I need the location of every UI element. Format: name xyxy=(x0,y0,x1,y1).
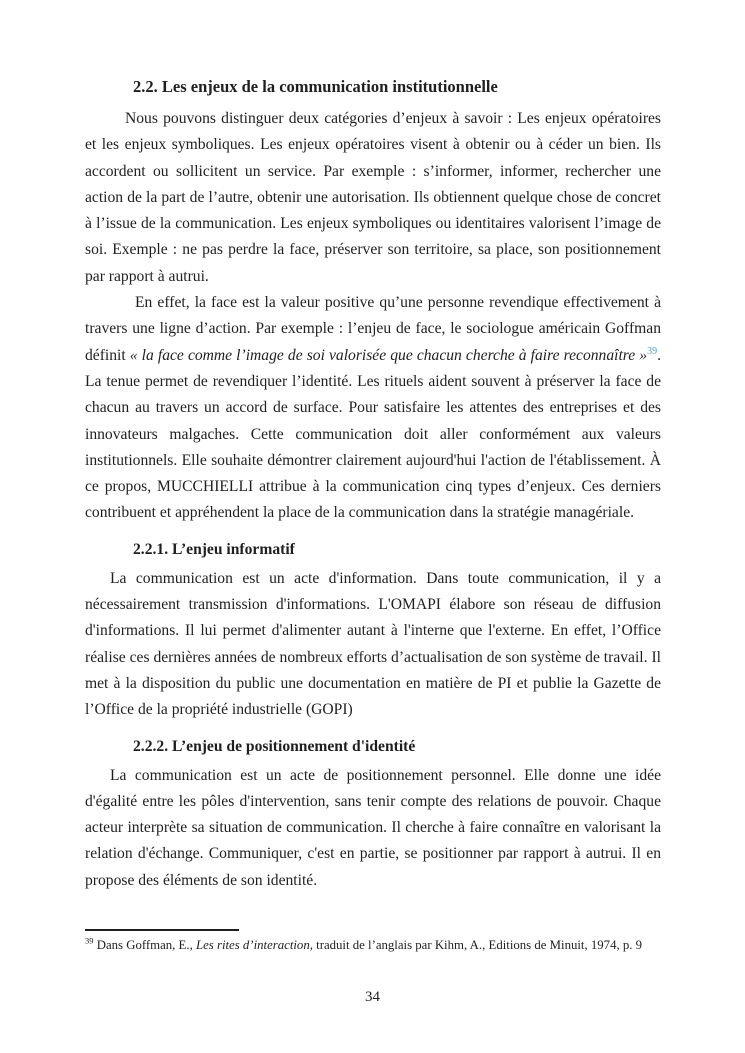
page-content xyxy=(85,76,661,894)
footnote-number: 39 xyxy=(85,935,94,946)
footnote-area xyxy=(85,929,661,954)
footnote-text-after: , traduit de l’anglais par Kihm, A., Editions de Minuit, 1974, p. 9 xyxy=(309,938,643,952)
subsection-title-enjeu-positionnement: 2.2.2. L’enjeu de positionnement d'identité xyxy=(133,737,416,755)
goffman-quote: « la face comme l’image de soi valorisée que chacun cherche à faire reconnaître » xyxy=(129,346,648,364)
paragraph-enjeux-categories: Nous pouvons distinguer deux catégories d’enjeux à savoir : Les enjeux opératoires et les enjeux symboliques. Les enjeux opératoires visent à obtenir ou à céder un bien. Ils accordent ou sollicitent un service. Par exemple : s’informer, informer, rechercher une action de la part de l’autre, obtenir une autorisation. Ils obtiennent quelque chose de concret à l’issue de la communication. Les enjeux symboliques ou identitaires valorisent l’image de soi. Exemple : ne pas perdre la face, préserver son territoire, sa place, son positionnement par rapport à autrui. xyxy=(85,110,661,285)
footnote xyxy=(85,937,661,954)
page-number: 34 xyxy=(365,989,380,1005)
paragraph-enjeu-positionnement: La communication est un acte de positionnement personnel. Elle donne une idée d'égalité entre les pôles d'intervention, sans tenir compte des relations de pouvoir. Chaque acteur interprète sa situation de communication. Il cherche à faire connaître en valorisant la relation d'échange. Communiquer, c'est en partie, se positionner par rapport à autrui. Il en propose des éléments de son identité. xyxy=(85,766,661,889)
paragraph-enjeu-informatif: La communication est un acte d'information. Dans toute communication, il y a nécessairement transmission d'informations. L'OMAPI élabore son réseau de diffusion d'informations. Il lui permet d'alimenter autant à l'interne que l'externe. En effet, l’Office réalise ces dernières années de nombreux efforts d’actualisation de son système de travail. Il met à la disposition du public une documentation en matière de PI et publie la Gazette de l’Office de la propriété industrielle (GOPI) xyxy=(85,569,661,719)
paragraph-face-goffman xyxy=(85,290,661,527)
footnote-separator-line xyxy=(85,929,239,931)
subsection-title-enjeu-informatif: 2.2.1. L’enjeu informatif xyxy=(133,540,295,558)
footnote-reference-link[interactable]: 39 xyxy=(647,345,658,357)
section-title: 2.2. Les enjeux de la communication institutionnelle xyxy=(133,77,498,96)
footnote-book-title: Les rites d’interaction xyxy=(195,938,310,952)
paragraph-face-goffman-text-before: En effet, la face est la valeur positive qu’une personne revendique effectivement à travers une ligne d’action. Par exemple : l’enjeu de face, le sociologue américain Goffman définit xyxy=(85,294,661,364)
paragraph-face-goffman-text-after: . La tenue permet de revendiquer l’identité. Les rituels aident souvent à préserver la face de chacun au travers un accord de surface. Pour satisfaire les attentes des entreprises et des innovateurs malgaches. Cette communication doit aller conformément aux valeurs institutionnels. Elle souhaite démontrer clairement aujourd'hui l'action de l'établissement. À ce propos, MUCCHIELLI attribue à la communication cinq types d’enjeux. Ces derniers contribuent et appréhendent la place de la communication dans la stratégie managériale. xyxy=(85,346,661,522)
footnote-text-before: Dans Goffman, E., xyxy=(93,938,196,952)
